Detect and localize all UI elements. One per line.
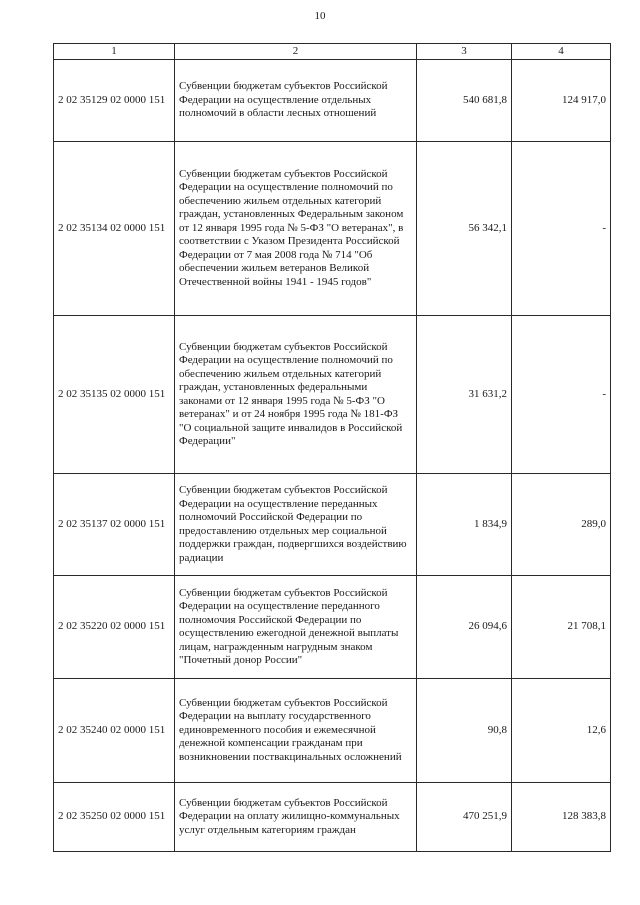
table-header-row bbox=[54, 44, 611, 60]
table-row bbox=[54, 679, 611, 783]
page-number: 10 bbox=[314, 10, 326, 22]
amount-col3-cell: 540 681,8 bbox=[417, 60, 512, 142]
amount-col3-cell: 470 251,9 bbox=[417, 783, 512, 852]
amount-col3-cell: 1 834,9 bbox=[417, 474, 512, 576]
column-header-3: 3 bbox=[417, 44, 512, 60]
description-cell: Субвенции бюджетам субъектов Российской Федерации на осуществление полномочий по обеспечению жильем отдельных категорий граждан, установленных Федеральным законом от 12 января 1995 года № 5-ФЗ "О ветеранах", в соответствии с Указом Президента Российской Федерации от 7 мая 2008 года № 714 "Об обеспечении жильем ветеранов Великой Отечественной войны 1941 - 1945 годов" bbox=[175, 142, 417, 316]
column-header-2: 2 bbox=[175, 44, 417, 60]
amount-col4-cell: - bbox=[512, 142, 611, 316]
budget-code-cell: 2 02 35220 02 0000 151 bbox=[54, 576, 175, 679]
description-cell: Субвенции бюджетам субъектов Российской Федерации на осуществление полномочий по обеспечению жильем отдельных категорий граждан, установленных федеральными законами от 12 января 1995 года № 5-ФЗ "О ветеранах" и от 24 ноября 1995 года № 181-ФЗ "О социальной защите инвалидов в Российской Федерации" bbox=[175, 316, 417, 474]
table-row bbox=[54, 316, 611, 474]
amount-col4-cell: 21 708,1 bbox=[512, 576, 611, 679]
column-header-1: 1 bbox=[54, 44, 175, 60]
subventions-table bbox=[53, 43, 611, 852]
description-cell: Субвенции бюджетам субъектов Российской Федерации на осуществление переданных полномочий Российской Федерации по предоставлению отдельных мер социальной поддержки граждан, подвергшихся воздействию радиации bbox=[175, 474, 417, 576]
budget-code-cell: 2 02 35135 02 0000 151 bbox=[54, 316, 175, 474]
table-row bbox=[54, 474, 611, 576]
budget-code-cell: 2 02 35134 02 0000 151 bbox=[54, 142, 175, 316]
budget-code-cell: 2 02 35250 02 0000 151 bbox=[54, 783, 175, 852]
table-row bbox=[54, 783, 611, 852]
table-row bbox=[54, 576, 611, 679]
amount-col4-cell: 128 383,8 bbox=[512, 783, 611, 852]
amount-col3-cell: 26 094,6 bbox=[417, 576, 512, 679]
amount-col4-cell: 12,6 bbox=[512, 679, 611, 783]
amount-col3-cell: 56 342,1 bbox=[417, 142, 512, 316]
amount-col4-cell: 289,0 bbox=[512, 474, 611, 576]
column-header-4: 4 bbox=[512, 44, 611, 60]
budget-code-cell: 2 02 35137 02 0000 151 bbox=[54, 474, 175, 576]
budget-code-cell: 2 02 35240 02 0000 151 bbox=[54, 679, 175, 783]
description-cell: Субвенции бюджетам субъектов Российской Федерации на осуществление переданного полномочия Российской Федерации по осуществлению ежегодной денежной выплаты лицам, награжденным нагрудным знаком "Почетный донор России" bbox=[175, 576, 417, 679]
table-row bbox=[54, 60, 611, 142]
amount-col4-cell: - bbox=[512, 316, 611, 474]
description-cell: Субвенции бюджетам субъектов Российской Федерации на выплату государственного единовременного пособия и ежемесячной денежной компенсации гражданам при возникновении поствакцинальных осложнений bbox=[175, 679, 417, 783]
description-cell: Субвенции бюджетам субъектов Российской Федерации на осуществление отдельных полномочий в области лесных отношений bbox=[175, 60, 417, 142]
budget-code-cell: 2 02 35129 02 0000 151 bbox=[54, 60, 175, 142]
amount-col3-cell: 31 631,2 bbox=[417, 316, 512, 474]
amount-col4-cell: 124 917,0 bbox=[512, 60, 611, 142]
amount-col3-cell: 90,8 bbox=[417, 679, 512, 783]
table-row bbox=[54, 142, 611, 316]
description-cell: Субвенции бюджетам субъектов Российской Федерации на оплату жилищно-коммунальных услуг отдельным категориям граждан bbox=[175, 783, 417, 852]
